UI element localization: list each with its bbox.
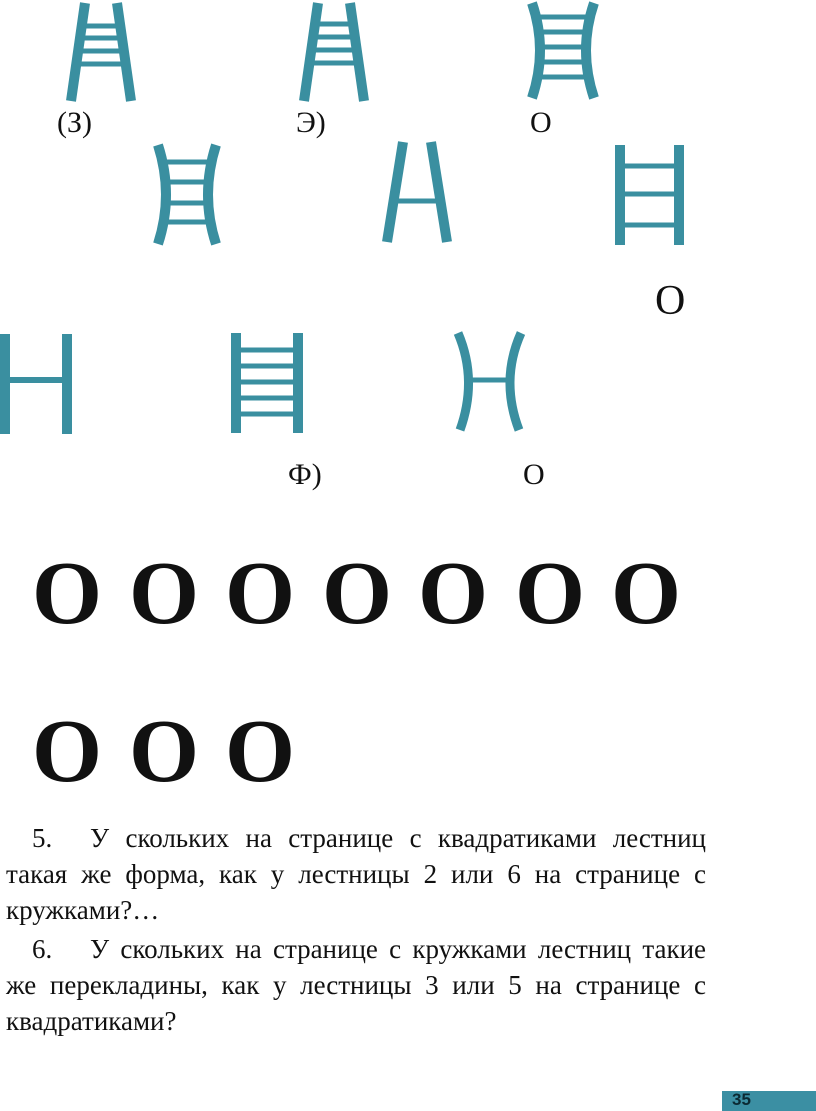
circle-marker: O xyxy=(515,544,586,643)
question-number: 5. xyxy=(32,823,53,853)
circle-marker: O xyxy=(32,544,103,643)
ladder-8 xyxy=(236,333,298,433)
ladder-label: О xyxy=(530,106,552,139)
ladder-4 xyxy=(158,145,216,244)
ladder-6 xyxy=(620,145,679,245)
ladder-label: Э) xyxy=(296,106,326,139)
ladders-figure xyxy=(0,0,816,520)
question-text: У скольких на странице с квадратиками лестниц такая же форма, как у лестницы 2 или 6 на странице с кружками?… xyxy=(6,823,706,925)
ladder-5 xyxy=(387,142,447,242)
ladder-1 xyxy=(71,3,131,101)
circle-marker: O xyxy=(418,544,489,643)
question-6 xyxy=(6,931,706,1039)
page-number-bar xyxy=(722,1091,816,1111)
circle-marker: O xyxy=(322,544,393,643)
ladder-3 xyxy=(532,3,594,98)
circle-marker: O xyxy=(129,702,200,801)
circle-marker: O xyxy=(129,544,200,643)
page-number: 35 xyxy=(732,1090,751,1109)
circle-marker: O xyxy=(225,702,296,801)
question-text: У скольких на странице с кружками лестниц такие же перекладины, как у лестницы 3 или 5 на странице с квадратиками? xyxy=(6,934,706,1036)
ladder-label: О xyxy=(523,458,545,491)
circle-marker: O xyxy=(225,544,296,643)
ladder-label: О xyxy=(655,278,686,324)
ladder-label: (З) xyxy=(57,106,93,139)
ladder-9 xyxy=(458,333,521,430)
ladder-2 xyxy=(304,3,364,101)
circle-marker: O xyxy=(32,702,103,801)
circle-marker: O xyxy=(611,544,682,643)
ladder-label: Ф) xyxy=(288,458,322,491)
question-number: 6. xyxy=(32,934,53,964)
ladder-7 xyxy=(5,334,67,434)
question-5 xyxy=(6,820,706,928)
